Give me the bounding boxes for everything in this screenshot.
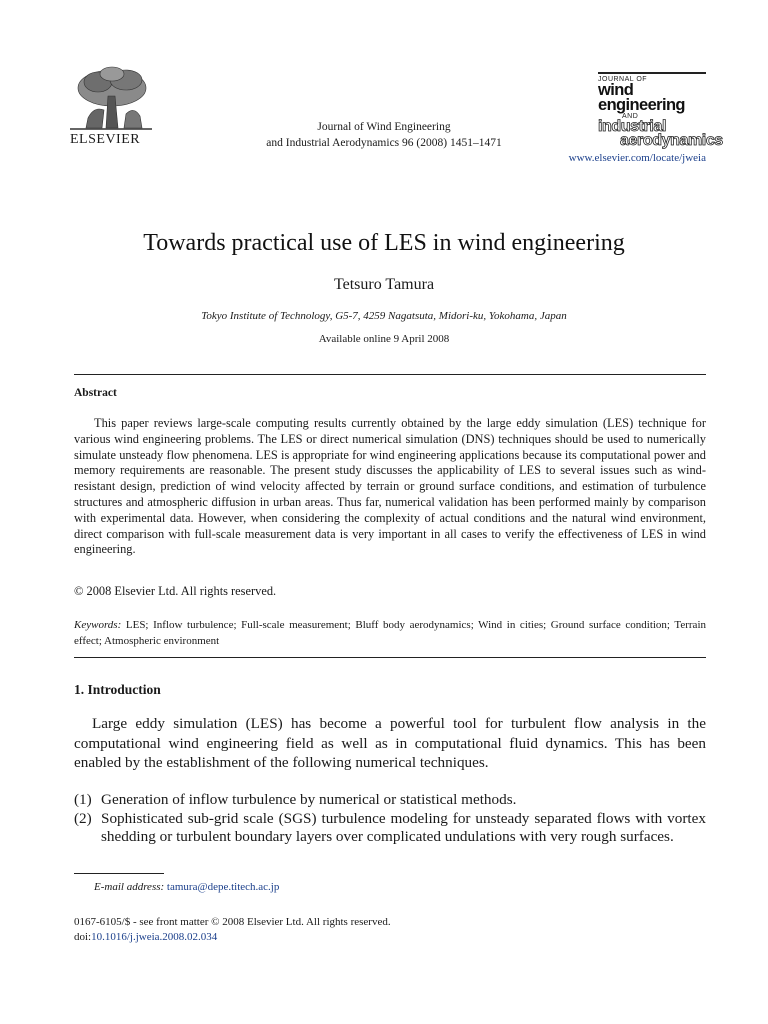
journal-url-link[interactable]: www.elsevier.com/locate/jweia bbox=[568, 152, 706, 164]
keywords-text: LES; Inflow turbulence; Full-scale measurement; Bluff body aerodynamics; Wind in cities; Ground surface condition; Terrain effect; Atmospheric environment bbox=[74, 619, 706, 647]
intro-paragraph: Large eddy simulation (LES) has become a powerful tool for turbulent flow analysis in the computational wind engineering field as well as in computational fluid dynamics. This has been enabled by the establishment of the following numerical techniques. bbox=[74, 715, 706, 771]
publisher-name: ELSEVIER bbox=[70, 132, 141, 147]
doi-label: doi: bbox=[74, 931, 92, 943]
list-item-text: Generation of inflow turbulence by numerical or statistical methods. bbox=[101, 791, 517, 808]
keywords bbox=[74, 617, 706, 649]
abstract-heading: Abstract bbox=[74, 387, 117, 399]
author-name: Tetsuro Tamura bbox=[333, 276, 435, 293]
footnote-email bbox=[94, 881, 279, 893]
masthead-line1: wind engineering bbox=[598, 81, 685, 114]
email-label: E-mail address: bbox=[94, 881, 165, 893]
doi-line bbox=[74, 931, 217, 943]
journal-masthead bbox=[598, 72, 723, 149]
footnote-rule bbox=[74, 873, 164, 874]
list-item-number: (1) bbox=[74, 791, 92, 808]
article-title: Towards practical use of LES in wind engineering bbox=[143, 230, 625, 256]
divider-top bbox=[74, 374, 706, 375]
masthead-line2: industrial bbox=[598, 118, 667, 135]
masthead-and: AND bbox=[622, 113, 639, 120]
issn-line: 0167-6105/$ - see front matter © 2008 Elsevier Ltd. All rights reserved. bbox=[74, 916, 391, 928]
masthead-line3: aerodynamics bbox=[620, 132, 723, 149]
section-heading: 1. Introduction bbox=[74, 682, 161, 697]
abstract-copyright: © 2008 Elsevier Ltd. All rights reserved. bbox=[74, 584, 277, 598]
list-item-text: Sophisticated sub-grid scale (SGS) turbulence modeling for unsteady separated flows with vortex shedding or turbulent boundary layers over complicated undulations with very rough surfaces. bbox=[101, 809, 706, 845]
available-online-date: Available online 9 April 2008 bbox=[318, 333, 450, 345]
abstract-body: This paper reviews large-scale computing results currently obtained by the large eddy simulation (LES) technique for various wind engineering problems. The LES or direct numerical simulation (DNS) techniques should be used to numerically simulate unsteady flow phenomena. LES is appropriate for wind engineering applications because its computational power and memory requirements are reasonable. The present study discusses the applicability of LES to several issues such as wind-resistant design, prediction of wind velocity affected by terrain or ground surface conditions, and estimation of turbulence structures and atmospheric diffusion in urban areas. Thus far, numerical validation has been performed mainly by comparison with experimental data. However, when considering the complexity of actual conditions and the natural wind environment, direct comparison with full-scale measurement data is very important in all cases to verify the effectiveness of LES in wind engineering. bbox=[74, 416, 706, 557]
divider-bottom bbox=[74, 657, 706, 658]
list-item bbox=[74, 791, 706, 810]
list-item-number: (2) bbox=[74, 809, 92, 827]
list-item bbox=[74, 810, 706, 847]
technique-list bbox=[74, 791, 706, 847]
email-link[interactable]: tamura@depe.titech.ac.jp bbox=[166, 881, 280, 893]
masthead-top: JOURNAL OF bbox=[598, 76, 648, 83]
masthead-rule bbox=[598, 72, 706, 74]
journal-citation: and Industrial Aerodynamics 96 (2008) 1451–1471 bbox=[266, 137, 502, 149]
journal-name: Journal of Wind Engineering bbox=[317, 121, 451, 133]
doi-link[interactable]: 10.1016/j.jweia.2008.02.034 bbox=[91, 931, 218, 943]
keywords-label: Keywords: bbox=[74, 619, 122, 631]
author-affiliation: Tokyo Institute of Technology, G5-7, 4259 Nagatsuta, Midori-ku, Yokohama, Japan bbox=[201, 310, 567, 322]
